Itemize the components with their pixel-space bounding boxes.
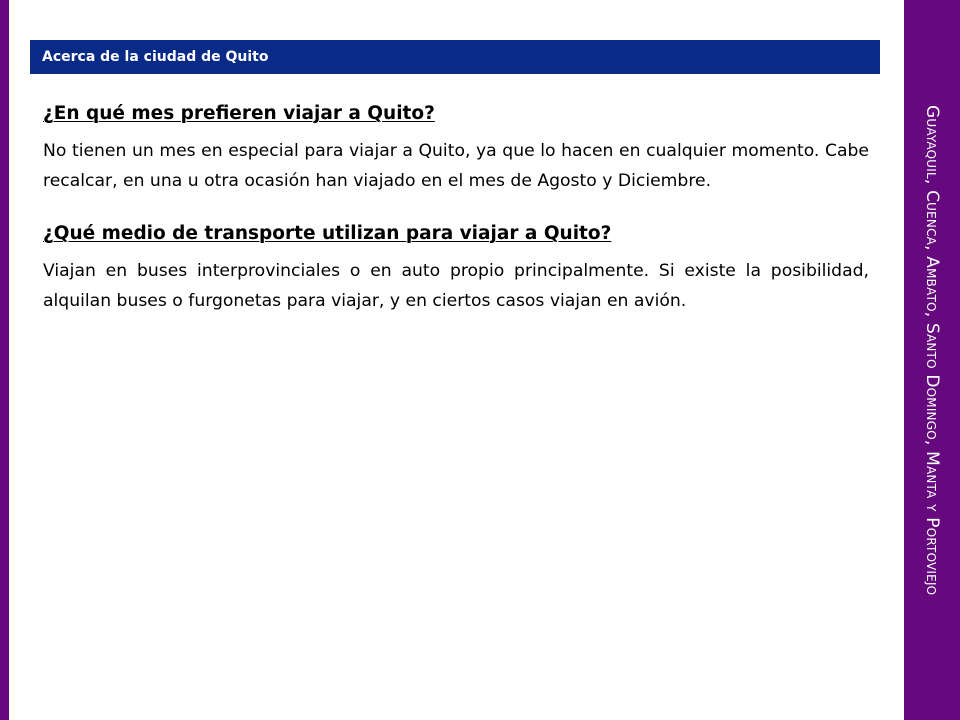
question-month: ¿En qué mes prefieren viajar a Quito?: [43, 103, 435, 124]
right-sidebar: [904, 0, 960, 720]
answer-month: No tienen un mes en especial para viajar a Quito, ya que lo hacen en cualquier momento. Cabe recalcar, en una u otra ocasión han viajado en el mes de Agosto y Diciembre.: [43, 141, 869, 191]
header-title: Acerca de la ciudad de Quito: [42, 49, 269, 65]
content-area: [43, 100, 869, 316]
question-transport: ¿Qué medio de transporte utilizan para viajar a Quito?: [43, 223, 612, 244]
header-bar: [30, 40, 880, 74]
answer-transport: Viajan en buses interprovinciales o en auto propio principalmente. Si existe la posibilidad, alquilan buses o furgonetas para viajar, y en ciertos casos viajan en avión.: [43, 261, 869, 311]
sidebar-title: Guayaquil, Cuenca, Ambato, Santo Domingo, Manta y Portoviejo: [922, 104, 942, 596]
left-accent-bar: [0, 0, 9, 720]
